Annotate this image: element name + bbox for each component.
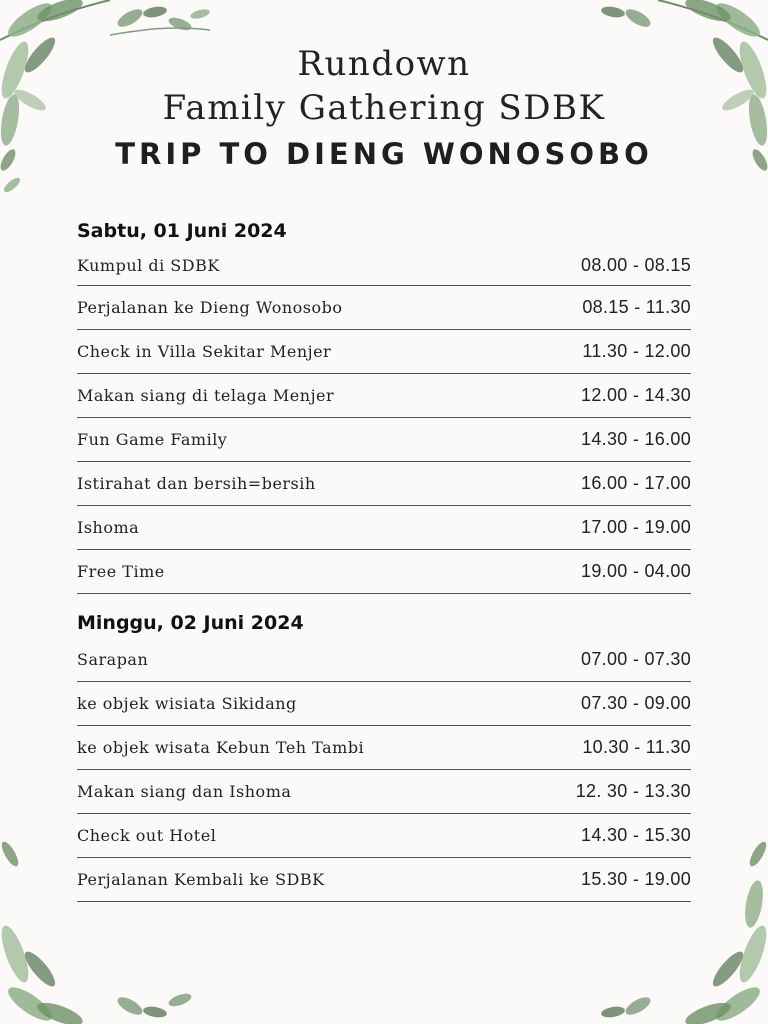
activity-name: ke objek wisiata Sikidang bbox=[77, 694, 297, 713]
activity-name: Kumpul di SDBK bbox=[77, 256, 220, 275]
schedule-row bbox=[77, 330, 691, 374]
schedule-row bbox=[77, 550, 691, 594]
activity-name: Ishoma bbox=[77, 518, 140, 537]
activity-time: 08.15 - 11.30 bbox=[582, 297, 691, 317]
activity-time: 19.00 - 04.00 bbox=[581, 561, 691, 581]
schedule-row bbox=[77, 770, 691, 814]
schedule-row bbox=[77, 462, 691, 506]
activity-name: Perjalanan ke Dieng Wonosobo bbox=[77, 298, 343, 317]
schedule-row bbox=[77, 374, 691, 418]
schedule bbox=[77, 216, 691, 902]
activity-name: Check in Villa Sekitar Menjer bbox=[77, 342, 332, 361]
title-event: Family Gathering SDBK bbox=[162, 88, 606, 128]
activity-name: Free Time bbox=[77, 562, 165, 581]
activity-time: 07.30 - 09.00 bbox=[581, 693, 691, 713]
activity-time: 07.00 - 07.30 bbox=[581, 649, 691, 669]
activity-time: 12.00 - 14.30 bbox=[581, 385, 691, 405]
schedule-row bbox=[77, 246, 691, 286]
schedule-row bbox=[77, 638, 691, 682]
activity-name: Makan siang di telaga Menjer bbox=[77, 386, 335, 405]
activity-time: 14.30 - 16.00 bbox=[581, 429, 691, 449]
activity-name: Istirahat dan bersih=bersih bbox=[77, 474, 316, 493]
activity-name: Perjalanan Kembali ke SDBK bbox=[77, 870, 325, 889]
activity-time: 10.30 - 11.30 bbox=[582, 737, 691, 757]
day-section-sunday bbox=[77, 608, 691, 902]
title-rundown: Rundown bbox=[297, 44, 471, 84]
activity-time: 08.00 - 08.15 bbox=[581, 255, 691, 275]
schedule-row bbox=[77, 858, 691, 902]
schedule-row bbox=[77, 726, 691, 770]
title-block bbox=[0, 42, 768, 176]
activity-name: Makan siang dan Ishoma bbox=[77, 782, 292, 801]
day-heading: Sabtu, 01 Juni 2024 bbox=[77, 220, 287, 242]
day-section-saturday bbox=[77, 216, 691, 594]
activity-time: 17.00 - 19.00 bbox=[581, 517, 691, 537]
activity-name: Fun Game Family bbox=[77, 430, 228, 449]
schedule-row bbox=[77, 418, 691, 462]
activity-name: Check out Hotel bbox=[77, 826, 217, 845]
schedule-row bbox=[77, 682, 691, 726]
activity-time: 11.30 - 12.00 bbox=[582, 341, 691, 361]
title-trip: TRIP TO DIENG WONOSOBO bbox=[115, 137, 653, 171]
activity-time: 14.30 - 15.30 bbox=[581, 825, 691, 845]
activity-time: 12. 30 - 13.30 bbox=[575, 781, 691, 801]
schedule-row bbox=[77, 814, 691, 858]
schedule-row bbox=[77, 286, 691, 330]
activity-time: 16.00 - 17.00 bbox=[581, 473, 691, 493]
activity-time: 15.30 - 19.00 bbox=[581, 869, 691, 889]
activity-name: ke objek wisata Kebun Teh Tambi bbox=[77, 738, 365, 757]
day-heading: Minggu, 02 Juni 2024 bbox=[77, 612, 304, 634]
activity-name: Sarapan bbox=[77, 650, 149, 669]
schedule-row bbox=[77, 506, 691, 550]
